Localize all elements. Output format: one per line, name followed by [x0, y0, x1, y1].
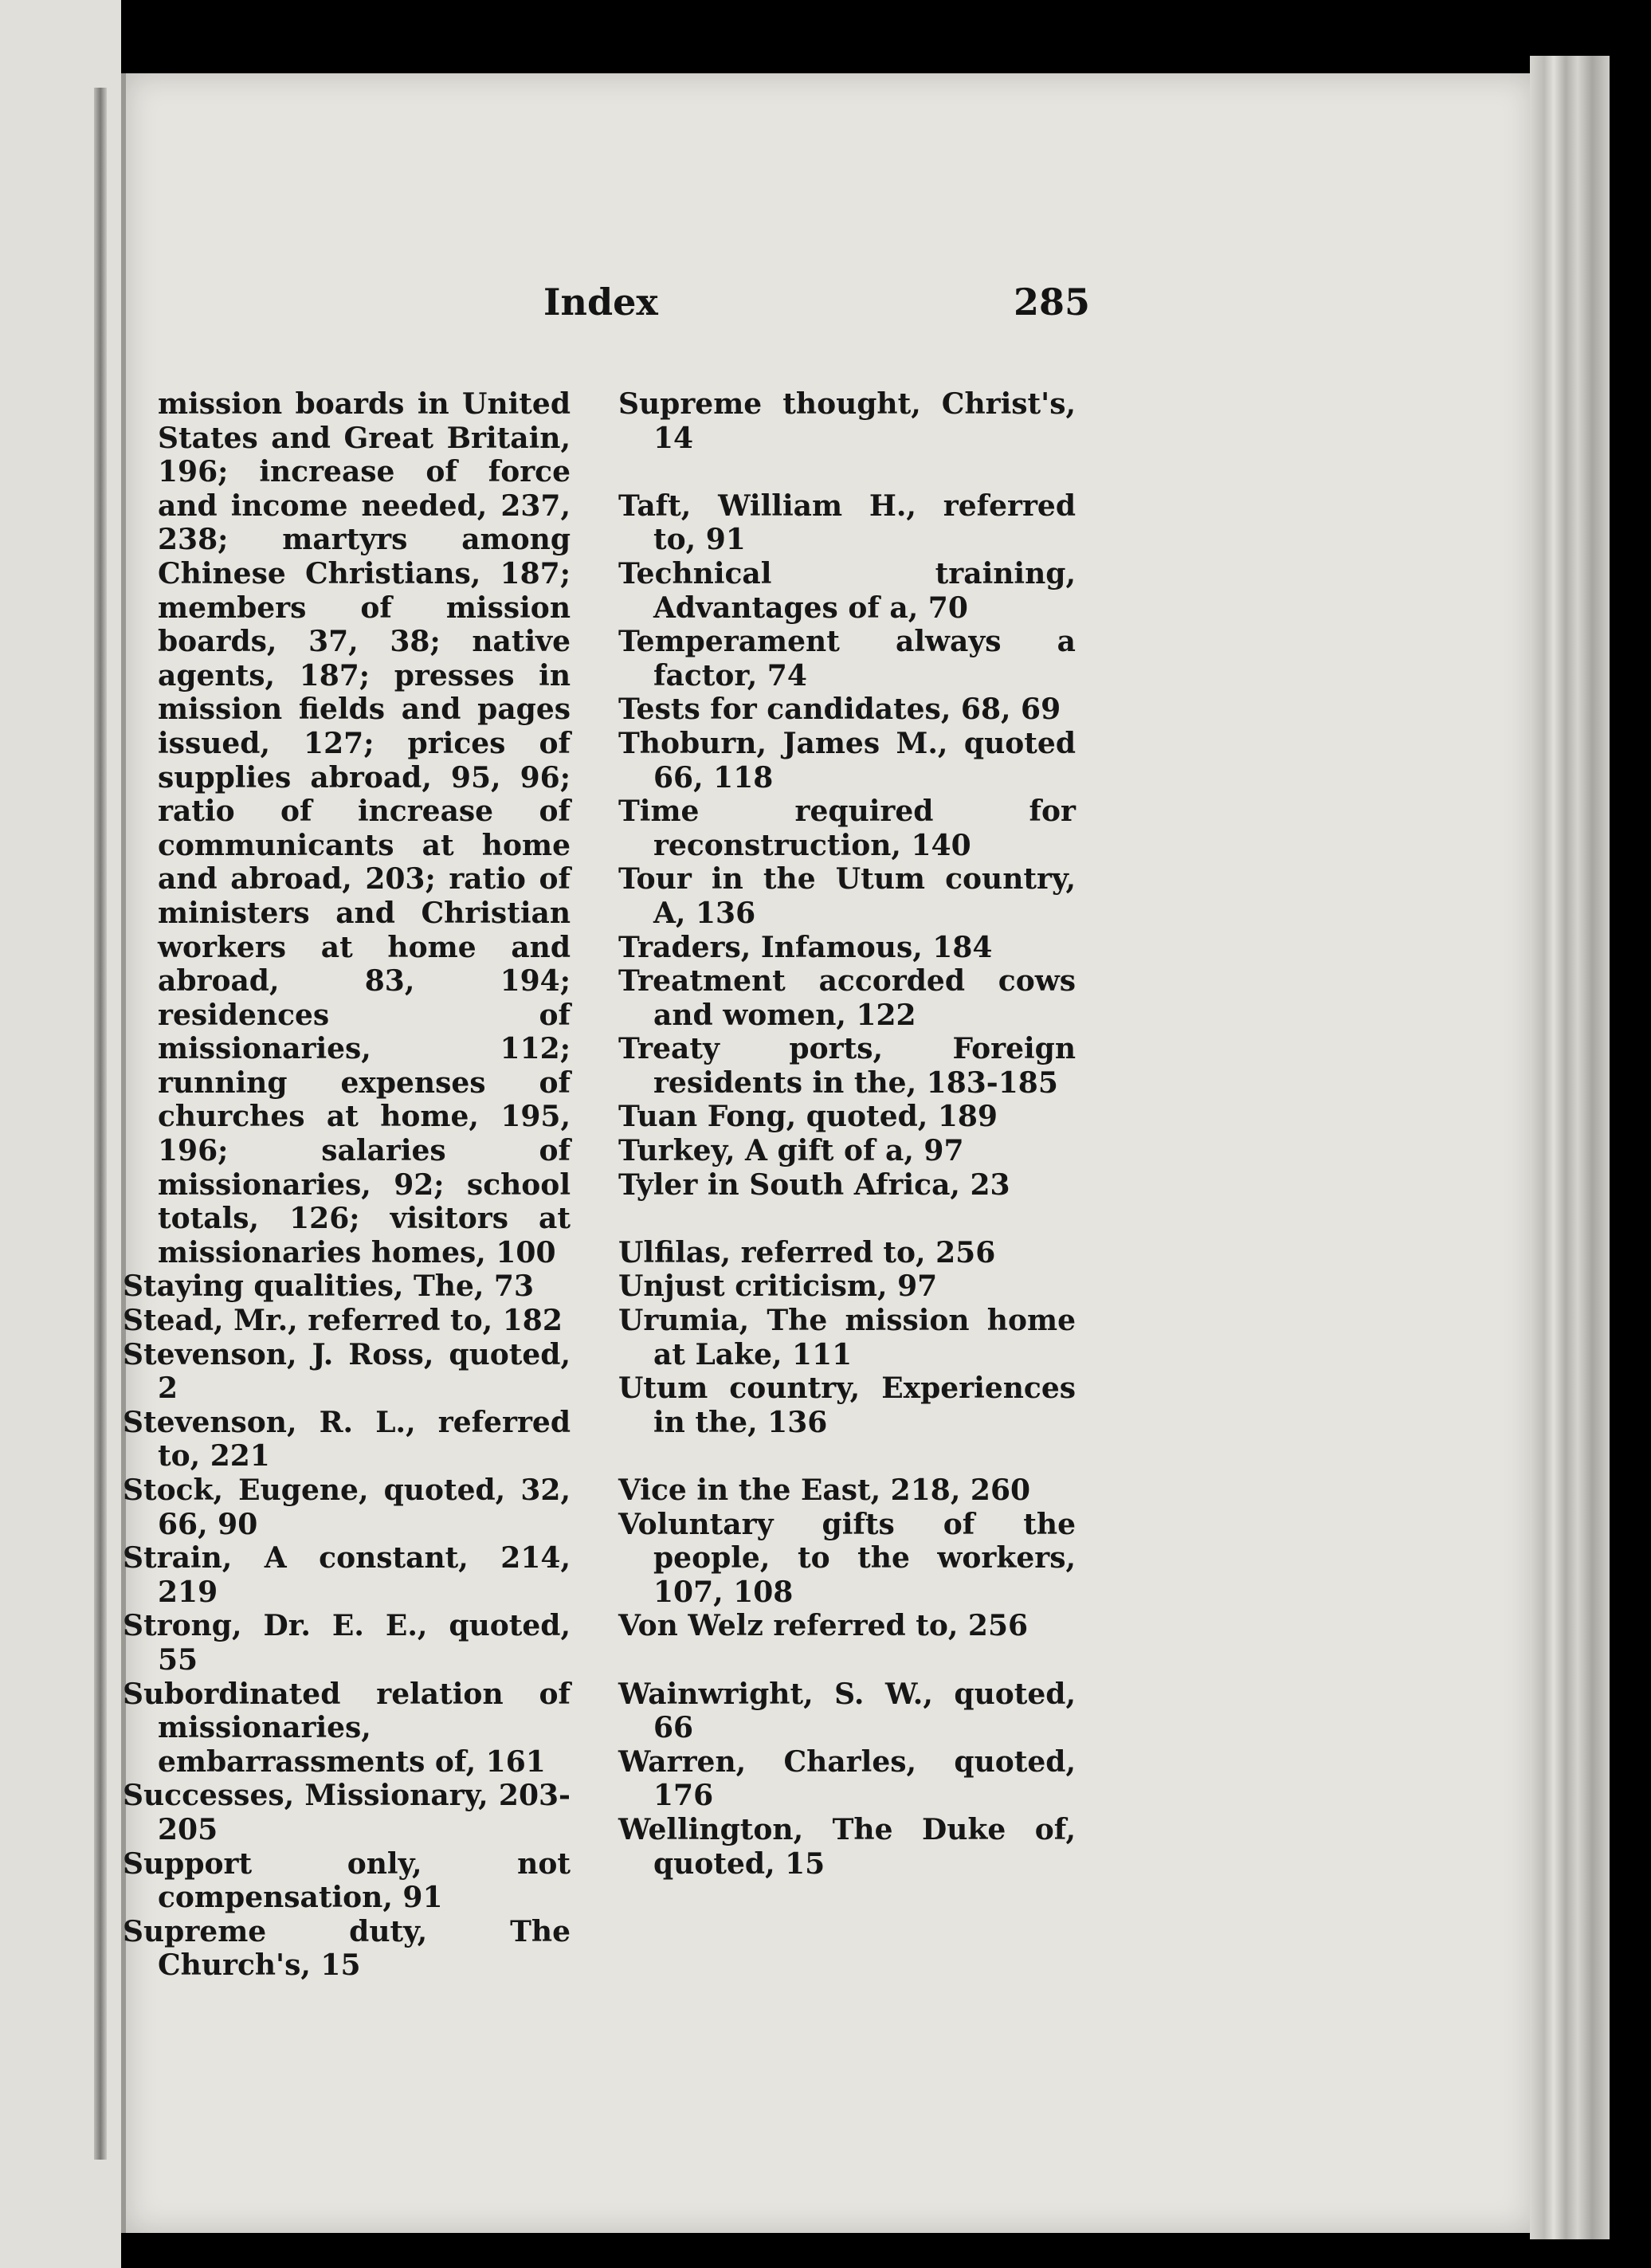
group-spacer	[618, 455, 1076, 489]
index-entry: Unjust criticism, 97	[618, 1269, 938, 1304]
index-entry: Subordinated relation of missionaries, embarrassments of, 161	[123, 1677, 571, 1779]
index-entry: Traders, Infamous, 184	[618, 930, 993, 964]
index-entry: Stock, Eugene, quoted, 32, 66, 90	[123, 1473, 571, 1541]
index-column-left	[123, 387, 571, 1983]
index-entry: Vice in the East, 218, 260	[618, 1473, 1031, 1507]
index-entry: Ulfilas, referred to, 256	[618, 1235, 996, 1269]
index-entry: Successes, Missionary, 203-205	[123, 1779, 571, 1846]
index-entry: Stevenson, R. L., referred to, 221	[123, 1405, 571, 1473]
header-title: Index	[543, 281, 658, 324]
index-entry: Tyler in South Africa, 23	[618, 1167, 1010, 1202]
index-entry: Support only, not compensation, 91	[123, 1846, 571, 1915]
index-entry: Stevenson, J. Ross, quoted, 2	[123, 1337, 571, 1406]
index-entry: Utum country, Experiences in the, 136	[618, 1371, 1076, 1439]
group-spacer	[618, 1202, 1076, 1236]
index-entry: Temperament always a factor, 74	[618, 625, 1076, 693]
index-entry: Supreme duty, The Church's, 15	[123, 1914, 571, 1983]
group-spacer	[618, 1643, 1076, 1677]
index-entry: Taft, William H., referred to, 91	[618, 489, 1076, 557]
group-spacer	[618, 1439, 1076, 1473]
index-entry: Strong, Dr. E. E., quoted, 55	[123, 1609, 571, 1677]
index-entry: Von Welz referred to, 256	[618, 1609, 1029, 1643]
page-number: 285	[1014, 281, 1091, 324]
index-entry: Wainwright, S. W., quoted, 66	[618, 1677, 1076, 1745]
index-entry: Technical training, Advantages of a, 70	[618, 556, 1076, 625]
binding-shadow	[94, 88, 107, 2160]
index-column-right	[618, 387, 1076, 1881]
index-entry: Tuan Fong, quoted, 189	[618, 1100, 998, 1134]
index-entry: Wellington, The Duke of, quoted, 15	[618, 1812, 1076, 1881]
index-entry: Treatment accorded cows and women, 122	[618, 964, 1076, 1032]
index-group-t	[618, 489, 1076, 1202]
page-edges	[1530, 56, 1610, 2239]
running-header	[0, 281, 1651, 336]
index-entry: Time required for reconstruction, 140	[618, 795, 1076, 862]
index-entry: Strain, A constant, 214, 219	[123, 1541, 571, 1609]
index-group-v	[618, 1473, 1076, 1643]
index-entry: Urumia, The mission home at Lake, 111	[618, 1304, 1076, 1371]
index-group-u	[618, 1236, 1076, 1440]
index-entry: Warren, Charles, quoted, 176	[618, 1744, 1076, 1813]
index-entry: Staying qualities, The, 73	[123, 1269, 535, 1304]
index-entry: Turkey, A gift of a, 97	[618, 1134, 964, 1168]
index-entry: Stead, Mr., referred to, 182	[123, 1304, 563, 1338]
index-entry: Voluntary gifts of the people, to the workers, 107, 108	[618, 1507, 1076, 1609]
index-entry: Treaty ports, Foreign residents in the, 183-185	[618, 1032, 1076, 1100]
index-entry-continuation: mission boards in United States and Great Britain, 196; increase of force and income needed, 237, 238; martyrs among Chinese Christians, 187; members of mission boards, 37, 38; native agents, 187; presses in mission fields and pages issued, 127; prices of supplies abroad, 95, 96; ratio of increase of communicants at home and abroad, 203; ratio of ministers and Christian workers at home and abroad, 83, 194; residences of missionaries, 112; running expenses of churches at home, 195, 196; salaries of missionaries, 92; school totals, 126; visitors at missionaries homes, 100	[158, 387, 571, 1269]
index-entry: Thoburn, James M., quoted 66, 118	[618, 726, 1076, 795]
index-entry: Tour in the Utum country, A, 136	[618, 862, 1076, 930]
index-entry: Supreme thought, Christ's, 14	[618, 387, 1076, 455]
index-group-w	[618, 1677, 1076, 1881]
index-entry: Tests for candidates, 68, 69	[618, 693, 1061, 727]
index-group-s	[618, 387, 1076, 455]
